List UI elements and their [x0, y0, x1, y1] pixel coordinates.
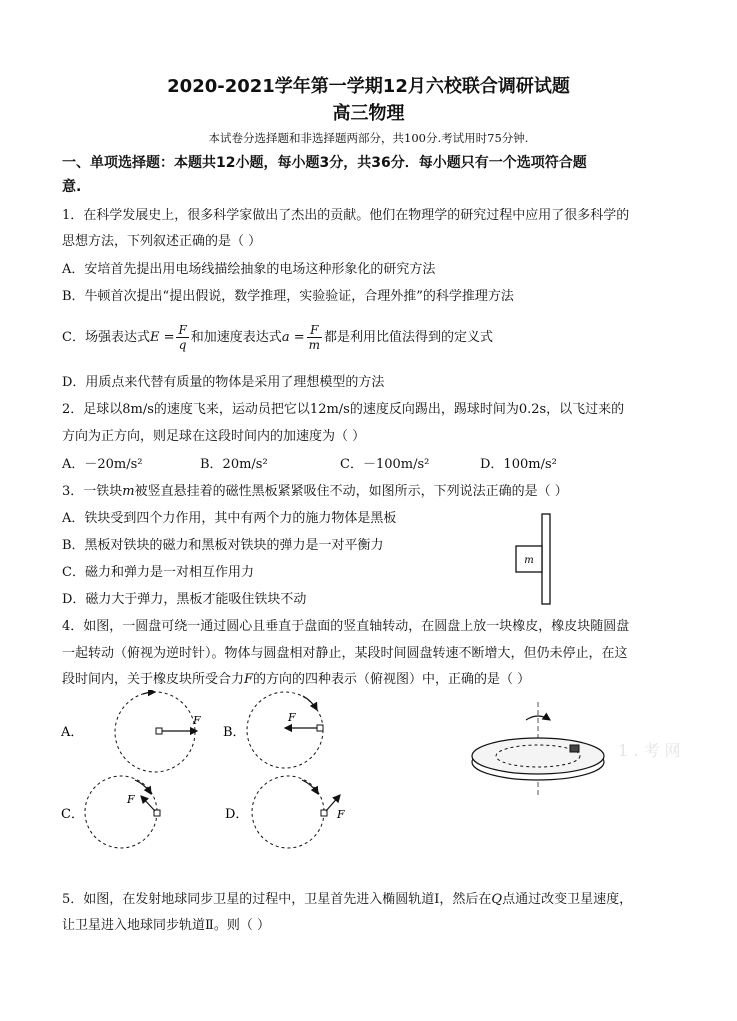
- q1-c-middle: 和加速度表达式: [190, 330, 282, 345]
- q4-turntable-figure: [468, 700, 628, 800]
- q1-stem-line1: 1．在科学发展史上，很多科学家做出了杰出的贡献。他们在物理学的研究过程中应用了很多科学的: [62, 208, 630, 223]
- q3-stem: [62, 483, 568, 501]
- iron-block-label: m: [524, 555, 534, 566]
- q2-stem-line1: 2．足球以8m/s的速度飞来，运动员把它以12m/s的速度反向踢出，踢球时间为0.2s，以飞过来的: [62, 402, 625, 417]
- q1-option-c: [62, 321, 493, 355]
- q4-f-symbol: F: [244, 672, 254, 687]
- exam-title: 2020-2021学年第一学期12月六校联合调研试题: [167, 76, 570, 97]
- q4-c-force-label: F: [127, 793, 135, 806]
- q4-stem-prefix: 段时间内，关于橡皮块所受合力: [62, 672, 245, 687]
- q4-option-a-diagram: [115, 692, 201, 772]
- q4-stem-line2: 一起转动（俯视为逆时针）。物体与圆盘相对静止，某段时间圆盘转速不断增大，但仍未停止，在这: [62, 646, 628, 661]
- q1-c-e-symbol: E =: [149, 330, 175, 345]
- q4-option-b-label: B．: [223, 725, 246, 740]
- q4-option-d-label: D．: [225, 807, 249, 822]
- q4-option-b-diagram: [247, 692, 323, 768]
- q4-option-d-diagram: [252, 776, 345, 848]
- q1-c-a-symbol: a =: [281, 330, 305, 345]
- q5-q-symbol: Q: [491, 892, 503, 907]
- q4-a-block: [156, 728, 162, 734]
- q1-c-f2-den: m: [308, 338, 320, 352]
- q2-option-b: B．20m/s²: [200, 457, 268, 472]
- q4-b-force-label: F: [288, 711, 296, 724]
- q1-c-f1-num: F: [178, 323, 187, 337]
- q5-stem-prefix: 5．如图，在发射地球同步卫星的过程中，卫星首先进入椭圆轨道Ⅰ，然后在: [62, 892, 492, 907]
- q4-d-circle: [252, 776, 324, 848]
- q2-option-a: A．－20m/s²: [62, 457, 143, 472]
- q2-stem-line2: 方向为正方向，则足球在这段时间内的加速度为（ ）: [62, 429, 366, 444]
- q4-d-force-label: F: [337, 808, 345, 821]
- q4-options-figure: [55, 690, 455, 865]
- q4-c-circle: [85, 776, 157, 848]
- subject-title: 高三物理: [332, 103, 405, 124]
- q3-option-d: D．磁力大于弹力，黑板才能吸住铁块不动: [62, 592, 307, 607]
- q4-stem-suffix: 的方向的四种表示（俯视图）中，正确的是（ ）: [253, 672, 531, 687]
- q4-stem-line3: [62, 671, 530, 689]
- q4-a-force-label: F: [193, 714, 201, 727]
- q1-c-f1-den: q: [178, 338, 187, 352]
- q1-option-d: D．用质点来代替有质量的物体是采用了理想模型的方法: [62, 375, 385, 390]
- q4-b-block: [317, 725, 323, 731]
- exam-note: 本试卷分选择题和非选择题两部分，共100分.考试用时75分钟.: [208, 131, 529, 145]
- q1-c-prefix: C．场强表达式: [62, 330, 150, 345]
- q4-option-a-label: A．: [61, 725, 84, 740]
- q3-option-a: A．铁块受到四个力作用，其中有两个力的施力物体是黑板: [62, 511, 397, 526]
- turntable-disc-top: [472, 738, 604, 774]
- q4-option-c-label: C．: [61, 807, 84, 822]
- q1-option-a: A．安培首先提出用电场线描绘抽象的电场这种形象化的研究方法: [62, 262, 436, 277]
- q4-a-rotation-arrow: [143, 692, 155, 694]
- q3-m-symbol: m: [122, 484, 135, 499]
- q2-option-d: D．100m/s²: [480, 457, 557, 472]
- q1-stem-line2: 思想方法，下列叙述正确的是（ ）: [62, 234, 262, 249]
- q5-stem-line2: 让卫星进入地球同步轨道Ⅱ。则（ ）: [62, 918, 270, 933]
- q4-d-rotation-arrow: [302, 780, 318, 794]
- q4-stem-line1: 4．如图，一圆盘可绕一通过圆心且垂直于盘面的竖直轴转动，在圆盘上放一块橡皮，橡皮块随圆盘: [62, 619, 630, 634]
- q1-c-fraction-fq: [176, 323, 188, 352]
- section-heading-line1: 一、单项选择题：本题共12小题，每小题3分，共36分．每小题只有一个选项符合题: [62, 155, 587, 171]
- q1-c-f2-num: F: [307, 323, 322, 338]
- q1-c-suffix: 都是利用比值法得到的定义式: [323, 330, 493, 345]
- q4-c-force-arrow: [141, 796, 155, 811]
- q1-option-b: B．牛顿首次提出“提出假说，数学推理，实验验证，合理外推”的科学推理方法: [62, 289, 514, 304]
- q3-option-c: C．磁力和弹力是一对相互作用力: [62, 565, 254, 580]
- q5-stem-suffix: 点通过改变卫星速度，: [502, 892, 633, 907]
- q4-a-circle: [115, 692, 195, 772]
- q4-option-c-diagram: [85, 776, 160, 848]
- turntable-eraser-block: [570, 745, 579, 752]
- q3-stem-suffix: 被竖直悬挂着的磁性黑板紧紧吸住不动，如图所示，下列说法正确的是（ ）: [134, 484, 568, 499]
- q1-c-fraction-fm: [307, 323, 322, 352]
- q3-option-b: B．黑板对铁块的磁力和黑板对铁块的弹力是一对平衡力: [62, 538, 384, 553]
- blackboard-shape: [542, 514, 550, 604]
- q3-board-figure: [505, 512, 565, 607]
- q4-c-rotation-arrow: [135, 780, 151, 794]
- q2-option-c: C．－100m/s²: [340, 457, 430, 472]
- section-heading-line2: 意.: [62, 179, 82, 195]
- watermark: 1 . 考 网: [618, 741, 681, 760]
- q3-stem-prefix: 3．一铁块: [62, 484, 123, 499]
- q5-stem-line1: [62, 891, 632, 909]
